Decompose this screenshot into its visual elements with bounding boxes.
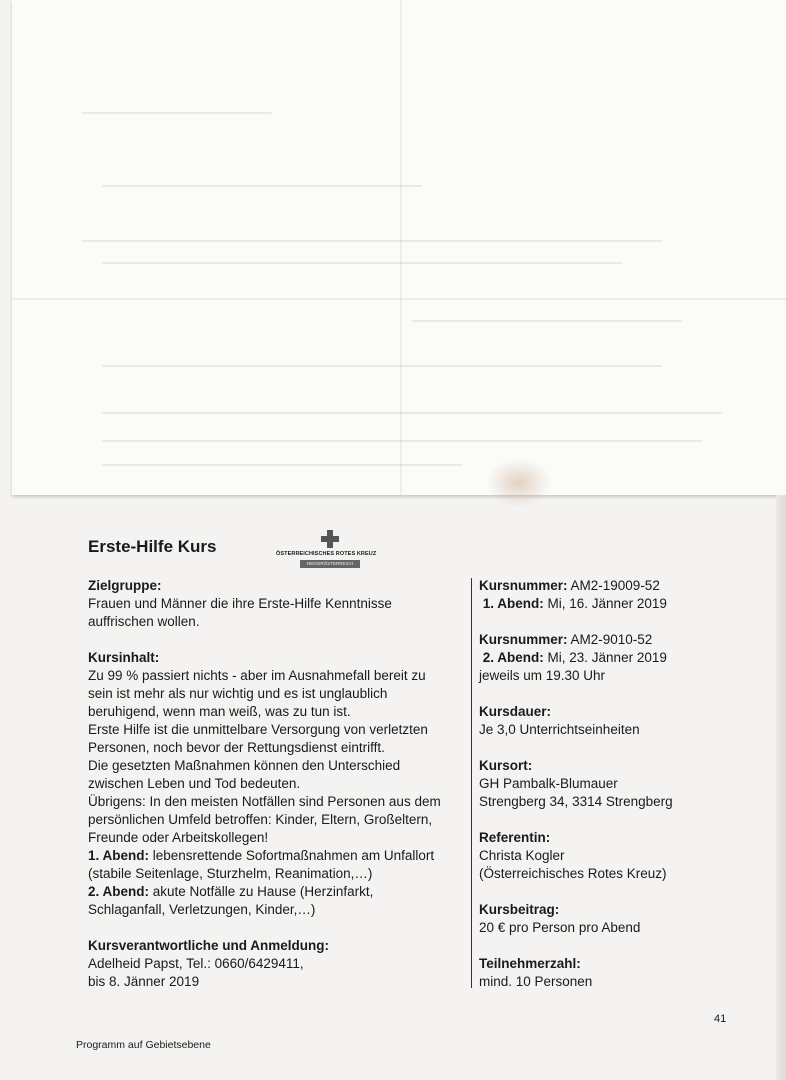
- ghost-text-line: [102, 464, 462, 466]
- course-duration: Je 3,0 Unterrichtseinheiten: [479, 722, 640, 737]
- ghost-text-line: [102, 440, 702, 442]
- text-line: (stabile Seitenlage, Sturzhelm, Reanimation,…): [88, 866, 373, 881]
- fold-crease-vertical: [400, 0, 402, 495]
- text-line: zwischen Leben und Tod bedeuten.: [88, 776, 301, 791]
- text-line: persönlichen Umfeld betroffen: Kinder, Eltern, Großeltern,: [88, 812, 433, 827]
- course-description-column: [88, 577, 468, 991]
- kursnummer-label: Kursnummer:: [479, 632, 568, 647]
- abend-date-value: Mi, 23. Jänner 2019: [543, 650, 667, 665]
- text-line: Schlaganfall, Verletzungen, Kinder,…): [88, 902, 316, 917]
- abend-1-date: [479, 595, 709, 613]
- text-line: beruhigend, wenn man weiß, was zu tun ist.: [88, 704, 351, 719]
- stacked-page-edges: [776, 495, 786, 1080]
- abend-2-line: [88, 883, 468, 901]
- section-heading-kursdauer: Kursdauer:: [479, 704, 552, 719]
- section-heading-kursinhalt: Kursinhalt:: [88, 650, 160, 665]
- course-fee: 20 € pro Person pro Abend: [479, 920, 641, 935]
- column-divider: [471, 578, 472, 988]
- text-line: auffrischen wollen.: [88, 614, 200, 629]
- instructor-line: Christa Kogler: [479, 848, 565, 863]
- red-cross-icon: [321, 530, 339, 548]
- location-line: Strengberg 34, 3314 Strengberg: [479, 794, 673, 809]
- section-heading-anmeldung: Kursverantwortliche und Anmeldung:: [88, 938, 330, 953]
- abend-1-text: lebensrettende Sofortmaßnahmen am Unfallort: [149, 848, 435, 863]
- red-cross-logo: [276, 530, 404, 570]
- abend-2-date: [479, 649, 709, 667]
- ghost-text-line: [82, 112, 272, 114]
- kursnummer-1: [479, 577, 709, 595]
- abend-2-label: 2. Abend:: [88, 884, 150, 899]
- text-line: Adelheid Papst, Tel.: 0660/6429411,: [88, 956, 304, 971]
- kursnummer-value: AM2-9010-52: [567, 632, 653, 647]
- page-footer: Programm auf Gebietsebene: [76, 1039, 211, 1051]
- course-details-column: [479, 577, 709, 991]
- ghost-text-line: [102, 412, 722, 414]
- text-line: Die gesetzten Maßnahmen können den Unterschied: [88, 758, 401, 773]
- section-heading-teilnehmerzahl: Teilnehmerzahl:: [479, 956, 581, 971]
- fold-crease-horizontal: [12, 298, 786, 300]
- instructor-line: (Österreichisches Rotes Kreuz): [479, 866, 667, 881]
- text-line: Personen, noch bevor der Rettungsdienst eintrifft.: [88, 740, 385, 755]
- text-line: sein ist mehr als nur wichtig und es ist unglaublich: [88, 686, 388, 701]
- ghost-text-line: [82, 240, 662, 242]
- section-heading-zielgruppe: Zielgruppe:: [88, 578, 162, 593]
- abend-label: 2. Abend:: [482, 650, 544, 665]
- abend-2-text: akute Notfälle zu Hause (Herzinfarkt,: [149, 884, 374, 899]
- text-line: Frauen und Männer die ihre Erste-Hilfe Kenntnisse: [88, 596, 392, 611]
- kursnummer-value: AM2-19009-52: [567, 578, 660, 593]
- abend-label: 1. Abend:: [482, 596, 544, 611]
- section-heading-referentin: Referentin:: [479, 830, 551, 845]
- section-heading-kursort: Kursort:: [479, 758, 533, 773]
- ghost-text-line: [102, 185, 422, 187]
- ghost-text-line: [412, 320, 682, 322]
- kursnummer-2: [479, 631, 709, 649]
- paper-stain: [486, 458, 552, 508]
- abend-date-value: Mi, 16. Jänner 2019: [543, 596, 667, 611]
- overlapping-paper-sheet: [12, 0, 786, 495]
- course-time: jeweils um 19.30 Uhr: [479, 668, 606, 683]
- ghost-text-line: [102, 365, 662, 367]
- abend-1-label: 1. Abend:: [88, 848, 150, 863]
- abend-1-line: [88, 847, 468, 865]
- logo-region-text: NIEDERÖSTERREICH: [300, 560, 360, 568]
- text-line: bis 8. Jänner 2019: [88, 974, 200, 989]
- logo-org-text: ÖSTERREICHISCHES ROTES KREUZ: [276, 551, 377, 557]
- page-number: 41: [714, 1013, 727, 1025]
- participant-count: mind. 10 Personen: [479, 974, 593, 989]
- kursnummer-label: Kursnummer:: [479, 578, 568, 593]
- text-line: Zu 99 % passiert nichts - aber im Ausnahmefall bereit zu: [88, 668, 426, 683]
- ghost-text-line: [102, 262, 622, 264]
- page-title: Erste-Hilfe Kurs: [88, 537, 217, 556]
- text-line: Erste Hilfe ist die unmittelbare Versorgung von verletzten: [88, 722, 428, 737]
- text-line: Freunde oder Arbeitskollegen!: [88, 830, 269, 845]
- location-line: GH Pambalk-Blumauer: [479, 776, 618, 791]
- text-line: Übrigens: In den meisten Notfällen sind Personen aus dem: [88, 794, 441, 809]
- section-heading-kursbeitrag: Kursbeitrag:: [479, 902, 560, 917]
